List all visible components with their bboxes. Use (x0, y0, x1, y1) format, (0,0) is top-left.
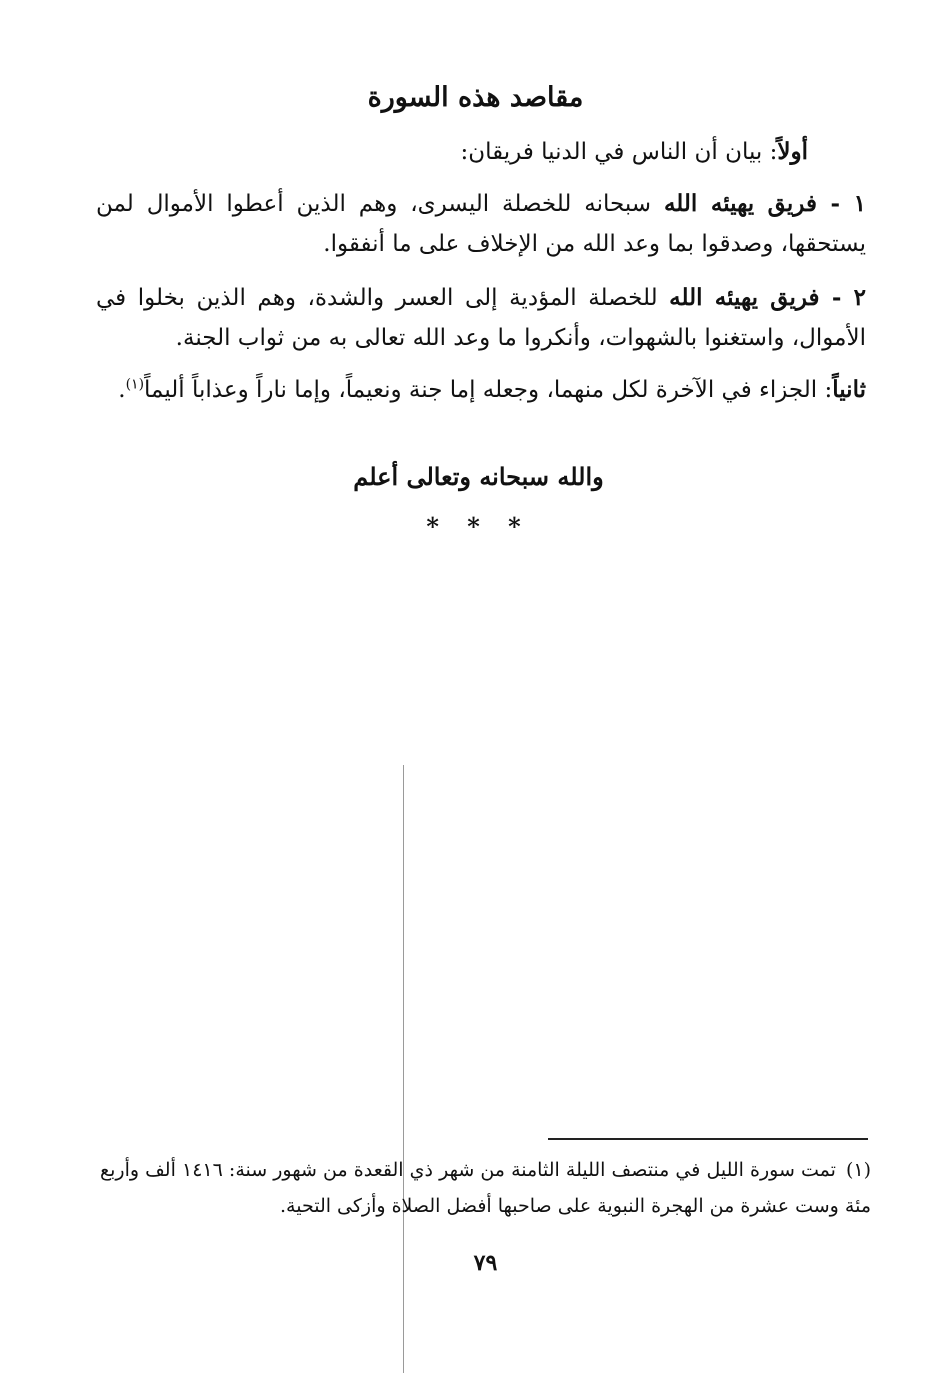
paragraph-item-2 (96, 278, 866, 358)
footnote-number: (١) (845, 1159, 871, 1181)
intro-text: : بيان أن الناس في الدنيا فريقان: (460, 139, 778, 165)
paragraph-second (96, 370, 866, 410)
footnote (100, 1152, 871, 1224)
second-lead: ثانياً (832, 376, 866, 403)
section-divider-stars: * * * (426, 512, 531, 541)
section-title: مقاصد هذه السورة (367, 82, 584, 113)
footnote-reference[interactable]: (١) (125, 376, 145, 393)
page-number: ٧٩ (473, 1250, 498, 1276)
closing-phrase: والله سبحانه وتعالى أعلم (353, 462, 604, 491)
footnote-rule (548, 1138, 868, 1140)
item-2-lead: ٢ - فريق يهيئه الله (669, 284, 866, 311)
item-1-lead: ١ - فريق يهيئه الله (663, 190, 867, 217)
footnote-text: تمت سورة الليل في منتصف الليلة الثامنة من شهر ذي القعدة من شهور سنة: ١٤١٦ ألف وأربع مئة وست عشرة من الهجرة النبوية على صاحبها أفضل الصلاة وأزكى التحية. (100, 1159, 871, 1217)
paragraph-item-1 (96, 184, 866, 264)
item-2-text: للخصلة المؤدية إلى العسر والشدة، وهم الذين بخلوا في الأموال، واستغنوا بالشهوات، وأنكروا ما وعد الله تعالى به من ثواب الجنة. (96, 285, 866, 351)
second-end: . (118, 377, 126, 403)
item-1-text: سبحانه للخصلة اليسرى، وهم الذين أعطوا الأموال لمن يستحقها، وصدقوا بما وعد الله من الإخلاف على ما أنفقوا. (96, 191, 866, 257)
second-text: : الجزاء في الآخرة لكل منهما، وجعله إما جنة ونعيماً، وإما ناراً وعذاباً أليماً (144, 377, 833, 403)
intro-paragraph (96, 132, 808, 172)
intro-lead: أولاً (777, 138, 808, 165)
scan-crease-line (403, 765, 404, 1373)
